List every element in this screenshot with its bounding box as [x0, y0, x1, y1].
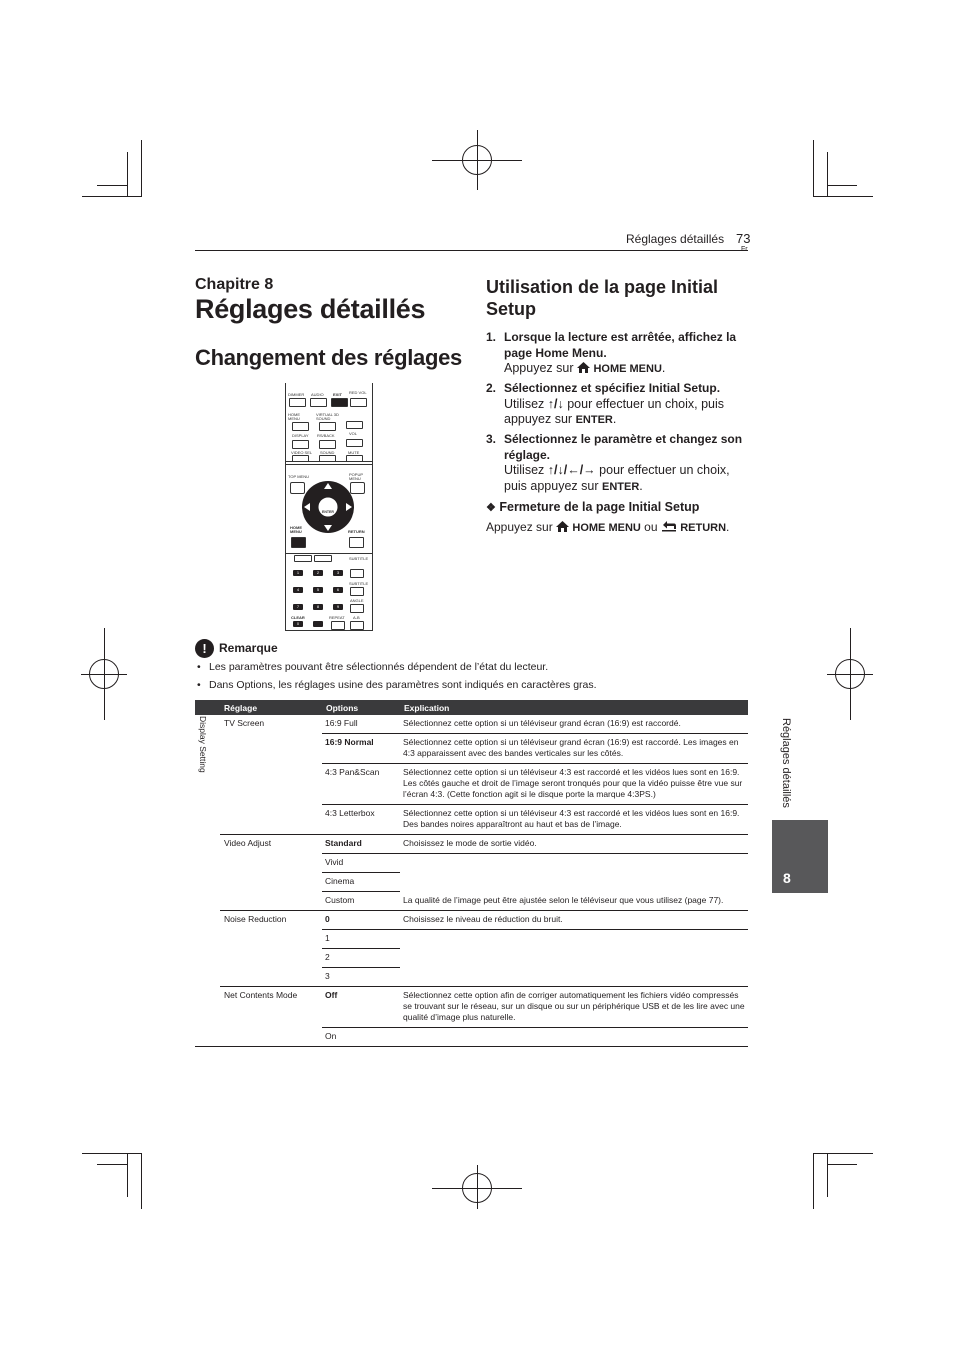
- option-value: 1: [322, 930, 400, 949]
- step-2-instruction: Sélectionnez et spécifiez Initial Setup.: [504, 381, 721, 395]
- table-row: [195, 715, 748, 734]
- option-explanation: [400, 949, 748, 968]
- step-2: 2. Sélectionnez et spécifiez Initial Setup. Utilisez ↑/↓ pour effectuer un choix, puis appuyez sur ENTER.: [486, 381, 748, 429]
- remote-label-rsback: RS/BACK: [317, 433, 335, 438]
- remote-digit-button: 8: [313, 604, 323, 610]
- remote-label-top-menu: TOP MENU: [288, 474, 309, 479]
- option-explanation: Sélectionnez cette option si un téléviseur grand écran (16:9) est raccordé.: [400, 715, 748, 734]
- header-explanation: Explication: [400, 700, 748, 715]
- step-3-number: 3.: [486, 432, 497, 446]
- remote-label-home-menu-top: HOME MENU: [288, 412, 300, 421]
- remote-digit-button: 2: [313, 570, 323, 576]
- chapter-tab: [772, 820, 828, 893]
- remote-label-home-menu: HOME MENU: [290, 525, 302, 534]
- up-down-arrows-icon: ↑/↓: [547, 396, 564, 411]
- option-value: 4:3 Letterbox: [322, 805, 400, 835]
- remote-label-popup-menu: POPUP MENU: [349, 472, 363, 481]
- chapter-label: Chapitre 8: [195, 276, 274, 293]
- enter-key: ENTER: [575, 414, 613, 426]
- remote-label-exit: EXIT: [333, 392, 342, 397]
- page-number: 73: [736, 231, 751, 246]
- option-explanation: [400, 968, 748, 987]
- option-value: 4:3 Pan&Scan: [322, 764, 400, 805]
- option-explanation: [400, 1028, 748, 1047]
- remote-label-clear: CLEAR: [291, 615, 305, 620]
- remote-digit-button: 4: [293, 587, 303, 593]
- remote-label-video-sel: VIDEO SEL: [291, 450, 313, 455]
- step-3: 3. Sélectionnez le paramètre et changez son réglage. Utilisez ↑/↓/←/→ pour effectuer un choix, puis appuyez sur ENTER.: [486, 432, 748, 495]
- option-explanation: [400, 930, 748, 949]
- direction-arrows-icon: ↑/↓/←/→: [547, 463, 596, 477]
- option-value: On: [322, 1028, 400, 1047]
- option-value: Off: [322, 987, 400, 1028]
- enter-key-2: ENTER: [601, 480, 640, 493]
- remote-digit-button: 1: [293, 570, 303, 576]
- remote-label-ab: A-B: [353, 615, 360, 620]
- home-icon-2: [556, 521, 569, 532]
- setting-name: Net Contents Mode: [220, 987, 322, 1047]
- table-row: [195, 911, 748, 930]
- cross-key-pad: [300, 479, 356, 535]
- remote-control-illustration: [285, 383, 373, 631]
- remote-label-subtitle: SUBTITLE: [349, 581, 369, 586]
- table-row: [195, 835, 748, 854]
- step-1-instruction: Lorsque la lecture est arrêtée, affichez la page Home Menu.: [504, 330, 737, 360]
- header-rule: [195, 250, 748, 251]
- close-setup-instruction: Appuyez sur HOME MENU ou RETURN.: [486, 520, 730, 534]
- option-explanation: Sélectionnez cette option si un téléviseur 4:3 est raccordé et les vidéos lues sont en 16:9. Des bandes noires apparaîtront au haut et bas de l’image.: [400, 805, 748, 835]
- remote-label-vol: VOL: [349, 431, 358, 436]
- step-2-number: 2.: [486, 381, 497, 395]
- option-value: 3: [322, 968, 400, 987]
- option-explanation: Sélectionnez cette option si un téléviseur 4:3 est raccordé et les vidéos lues sont en 16:9. Les côtés gauche et droit de l’image seront tronqués pour que la vidéo puisse être vue sur l’écran 4:3. (Cette fonction agit si le disque porte la marque 4:3PS.): [400, 764, 748, 805]
- chapter-title: Réglages détaillés: [195, 294, 426, 324]
- home-menu-key: HOME MENU: [593, 363, 662, 375]
- option-value: 16:9 Full: [322, 715, 400, 734]
- header-setting: Réglage: [220, 700, 322, 715]
- display-settings-table: [195, 700, 748, 1047]
- step-1: 1. Lorsque la lecture est arrêtée, affichez la page Home Menu. Appuyez sur HOME MENU.: [486, 330, 748, 378]
- remote-label-dimmer: DIMMER: [288, 392, 305, 397]
- option-value: Cinema: [322, 873, 400, 892]
- option-explanation: La qualité de l’image peut être ajustée selon le téléviseur que vous utilisez (page 77).: [400, 892, 748, 911]
- table-row: [195, 987, 748, 1028]
- chapter-tab-number: 8: [783, 870, 791, 886]
- option-explanation: Sélectionnez cette option afin de corriger automatiquement les fichiers vidéo compressés se trouvant sur le réseau, sur un disque ou sur un périphérique USB et de les lire avec une qualité d’image plus naturelle.: [400, 987, 748, 1028]
- remote-digit-button: [313, 621, 323, 627]
- option-value: Custom: [322, 892, 400, 911]
- remote-digit-button: 3: [333, 570, 343, 576]
- option-explanation: [400, 854, 748, 873]
- sidebar-chapter-text: Réglages détaillés: [780, 718, 792, 808]
- option-value: 0: [322, 911, 400, 930]
- option-value: Vivid: [322, 854, 400, 873]
- remote-label-return: RETURN: [348, 529, 365, 534]
- return-icon: [661, 521, 677, 532]
- remote-digit-button: 6: [333, 587, 343, 593]
- option-value: Standard: [322, 835, 400, 854]
- setting-name: TV Screen: [220, 715, 322, 835]
- remote-label-sound: SOUND: [320, 450, 335, 455]
- remark-bullet-1: • Les paramètres pouvant être sélectionnés dépendent de l’état du lecteur.: [197, 661, 549, 673]
- remark-title: Remarque: [219, 641, 278, 655]
- header-options: Options: [322, 700, 400, 715]
- diamond-bullet-icon: ❖: [486, 502, 496, 514]
- close-setup-subheading: ❖ Fermeture de la page Initial Setup: [486, 500, 700, 514]
- remote-label-audio: AUDIO: [311, 392, 324, 397]
- remote-label-repeat: REPEAT: [329, 615, 345, 620]
- remote-label-red-vol: RED VOL: [349, 390, 367, 395]
- option-explanation: Choisissez le niveau de réduction du bruit.: [400, 911, 748, 930]
- home-icon: [577, 362, 590, 373]
- option-explanation: [400, 873, 748, 892]
- setting-name: Video Adjust: [220, 835, 322, 911]
- remote-label-enter: ENTER: [322, 510, 334, 514]
- remote-digit-button: 7: [293, 604, 303, 610]
- remote-digit-button: 0: [293, 621, 303, 627]
- step-1-number: 1.: [486, 330, 497, 344]
- remote-label-virtual-sound: VIRTUAL 3D SOUND: [316, 412, 339, 421]
- remote-digit-button: 5: [313, 587, 323, 593]
- setting-name: Noise Reduction: [220, 911, 322, 987]
- remote-label-mute: MUTE: [348, 450, 360, 455]
- group-label-display-setting: Display Setting: [198, 716, 208, 773]
- remark-bullet-2: • Dans Options, les réglages usine des paramètres sont indiqués en caractères gras.: [197, 679, 597, 691]
- section-heading: Changement des réglages: [195, 345, 462, 370]
- option-explanation: Choisissez le mode de sortie vidéo.: [400, 835, 748, 854]
- remote-label-subtitle-top: SUBTITLE: [349, 556, 369, 561]
- option-value: 16:9 Normal: [322, 734, 400, 764]
- remote-label-display: DISPLAY: [292, 433, 309, 438]
- running-header: Réglages détaillés: [626, 232, 725, 246]
- initial-setup-heading: Utilisation de la page Initial Setup: [486, 277, 719, 319]
- remote-label-angle: ANGLE: [350, 598, 364, 603]
- warning-icon: !: [195, 639, 214, 658]
- option-explanation: Sélectionnez cette option si un téléviseur grand écran (16:9) est raccordé. Les images en 4:3 apparaissent avec des bandes verticales sur les côtés.: [400, 734, 748, 764]
- option-value: 2: [322, 949, 400, 968]
- remote-digit-button: 9: [333, 604, 343, 610]
- step-3-instruction: Sélectionnez le paramètre et changez son réglage.: [504, 432, 743, 462]
